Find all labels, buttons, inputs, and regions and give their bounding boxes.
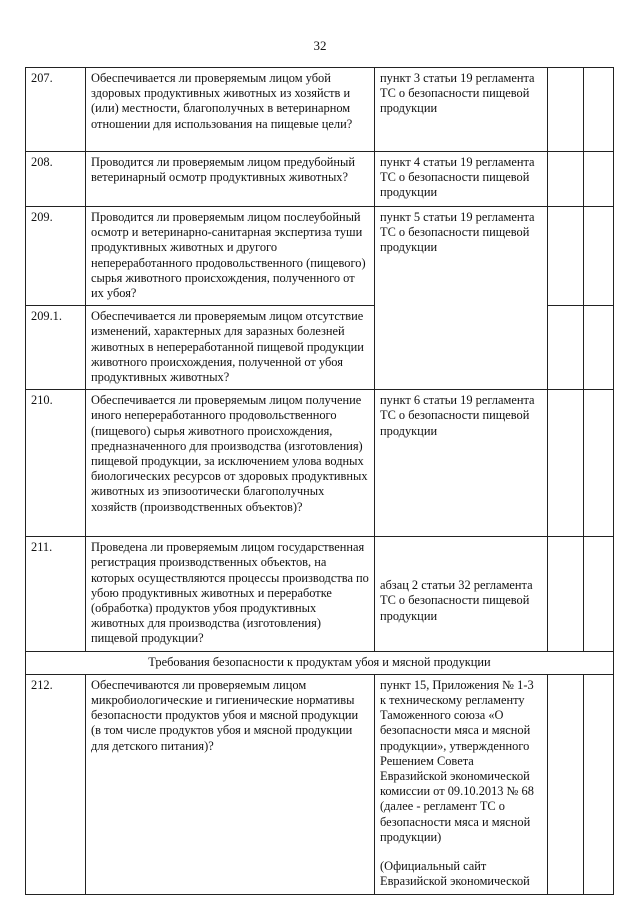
row-mark-cell <box>548 674 584 894</box>
table-row <box>26 68 614 152</box>
row-question: Обеспечивается ли проверяемым лицом отсутствие изменений, характерных для заразных болезней животных в непереработанной пищевой продукции животного происхождения, полученной от убоя продуктивных животных? <box>86 306 375 390</box>
table-row <box>26 674 614 894</box>
row-question: Проводится ли проверяемым лицом послеубойный осмотр и ветеринарно-санитарная экспертиза туши продуктивных животных и другого непереработанного продовольственного (пищевого) сырья животного происхождения, полученного от их убоя? <box>86 207 375 306</box>
row-reference: пункт 6 статьи 19 регламента ТС о безопасности пищевой продукции <box>375 390 548 537</box>
row-mark-cell <box>584 390 614 537</box>
row-mark-cell <box>584 207 614 306</box>
row-reference: пункт 4 статьи 19 регламента ТС о безопасности пищевой продукции <box>375 152 548 207</box>
row-question: Проведена ли проверяемым лицом государственная регистрация производственных объектов, на которых осуществляются процессы производства по убою продуктивных животных и переработке (обработка) продуктов убоя продуктивных животных для производства (изготовления) пищевой продукции? <box>86 537 375 651</box>
row-mark-cell <box>584 68 614 152</box>
row-reference <box>375 674 548 894</box>
row-mark-cell <box>584 674 614 894</box>
row-question: Обеспечиваются ли проверяемым лицом микробиологические и гигиенические нормативы безопасности продуктов убоя и мясной продукции (в том числе продуктов убоя и мясной продукции для детского питания)? <box>86 674 375 894</box>
row-mark-cell <box>584 537 614 651</box>
table-row <box>26 537 614 651</box>
row-mark-cell <box>548 152 584 207</box>
table-row <box>26 390 614 537</box>
table-row <box>26 207 614 306</box>
row-number: 209. <box>26 207 86 306</box>
row-number: 211. <box>26 537 86 651</box>
row-number: 212. <box>26 674 86 894</box>
page-number: 32 <box>313 38 327 53</box>
row-number: 208. <box>26 152 86 207</box>
row-mark-cell <box>548 390 584 537</box>
row-number: 210. <box>26 390 86 537</box>
row-question: Проводится ли проверяемым лицом предубойный ветеринарный осмотр продуктивных животных? <box>86 152 375 207</box>
row-mark-cell <box>584 306 614 390</box>
table-row <box>26 152 614 207</box>
row-reference: пункт 3 статьи 19 регламента ТС о безопасности пищевой продукции <box>375 68 548 152</box>
row-mark-cell <box>548 207 584 306</box>
reference-main: пункт 15, Приложения № 1-3 к техническому регламенту Таможенного союза «О безопасности мяса и мясной продукции», утвержденного Решением Совета Евразийской экономической комиссии от 09.10.2013 № 68 (далее - регламент ТС о безопасности мяса и мясной продукции) <box>380 677 534 844</box>
row-reference: абзац 2 статьи 32 регламента ТС о безопасности пищевой продукции <box>375 537 548 651</box>
row-reference: пункт 5 статьи 19 регламента ТС о безопасности пищевой продукции <box>375 207 548 390</box>
section-header-row <box>26 651 614 674</box>
row-mark-cell <box>548 306 584 390</box>
row-question: Обеспечивается ли проверяемым лицом получение иного непереработанного продовольственного (пищевого) сырья животного происхождения, предназначенного для производства (изготовления) пищевой продукции, за исключением улова водных биологических ресурсов от здоровых продуктивных животных из эпизоотически благополучных хозяйств (производственных объектов)? <box>86 390 375 537</box>
row-number: 207. <box>26 68 86 152</box>
checklist-table <box>25 67 614 895</box>
row-mark-cell <box>584 152 614 207</box>
reference-source: (Официальный сайт Евразийской экономической <box>380 859 530 889</box>
row-mark-cell <box>548 68 584 152</box>
row-mark-cell <box>548 537 584 651</box>
reference-gap <box>380 845 542 859</box>
row-number: 209.1. <box>26 306 86 390</box>
row-question: Обеспечивается ли проверяемым лицом убой здоровых продуктивных животных из хозяйств и (или) местности, благополучных в ветеринарном отношении для использования на пищевые цели? <box>86 68 375 152</box>
section-title: Требования безопасности к продуктам убоя и мясной продукции <box>26 651 614 674</box>
